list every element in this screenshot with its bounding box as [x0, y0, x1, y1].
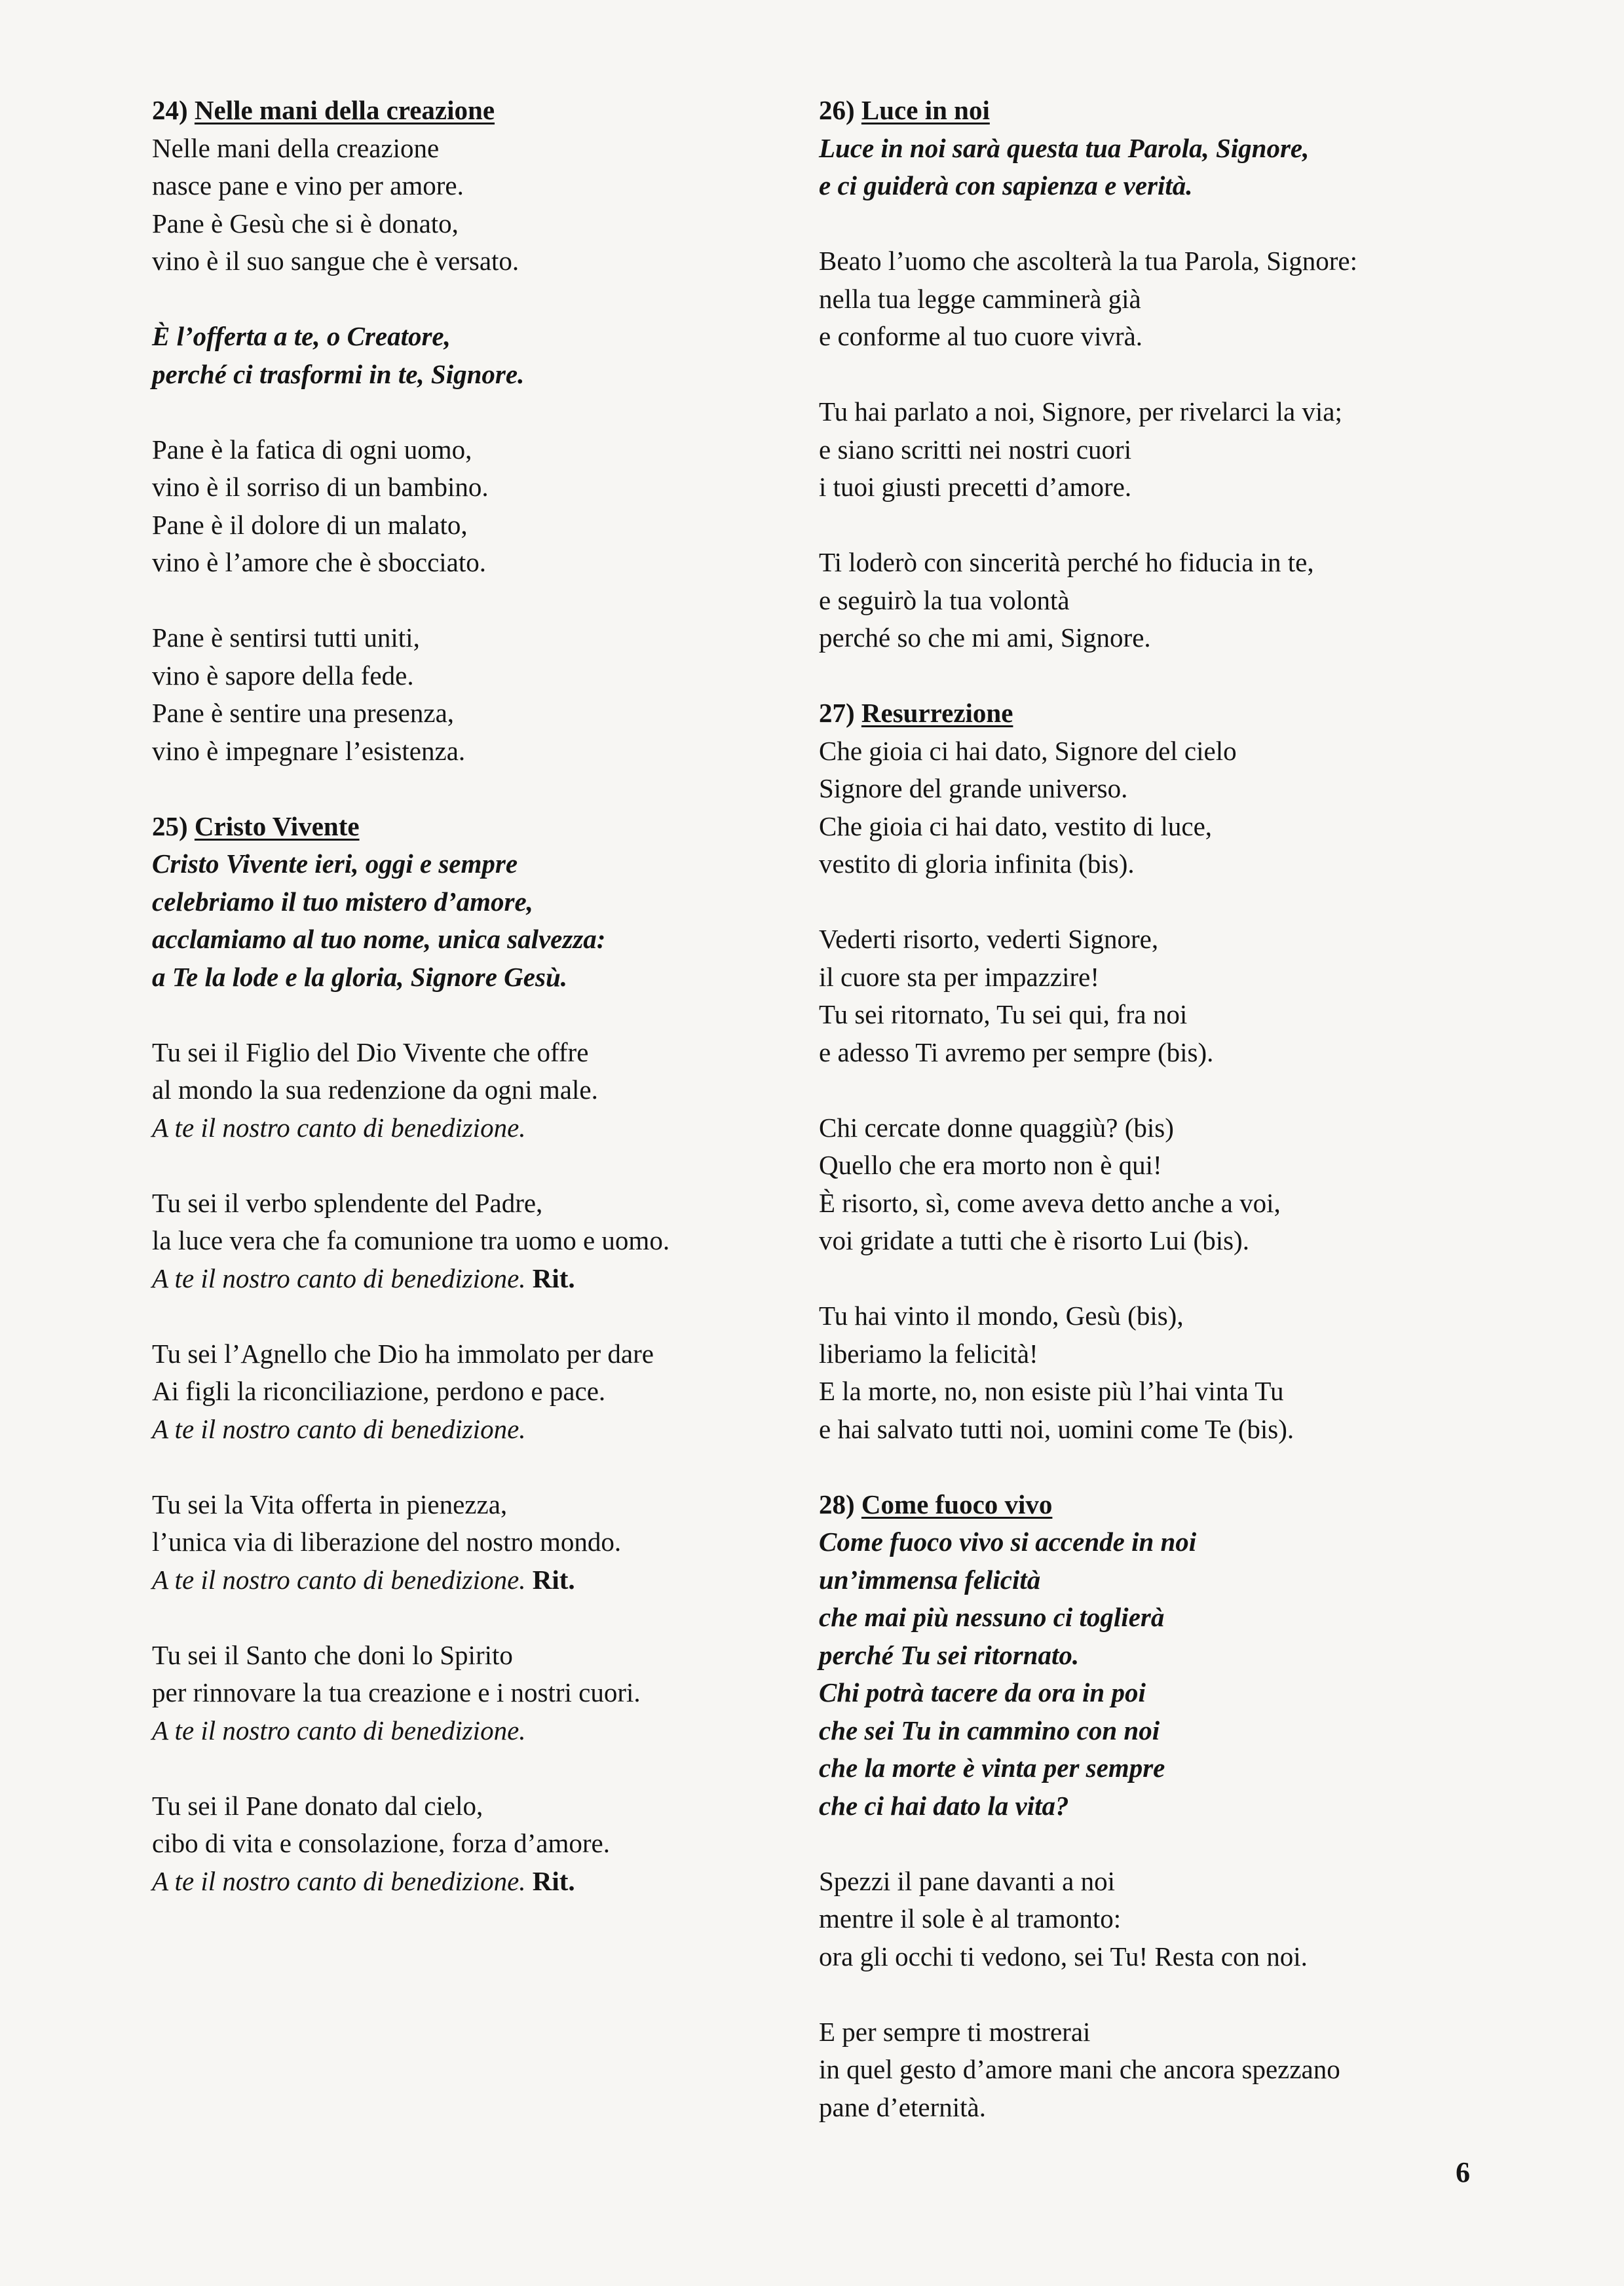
refrain-line: e ci guiderà con sapienza e verità.: [819, 170, 1193, 200]
spacer: [819, 1448, 1494, 1486]
verse-line: E la morte, no, non esiste più l’hai vinta Tu: [819, 1376, 1284, 1406]
refrain-line: celebriamo il tuo mistero d’amore,: [152, 886, 533, 917]
spacer: [152, 393, 814, 431]
refrain-line: che sei Tu in cammino con noi: [819, 1715, 1160, 1745]
verse-line: pane d’eternità.: [819, 2091, 986, 2122]
spacer: [152, 996, 814, 1034]
verse-line: Chi cercate donne quaggiù? (bis): [819, 1112, 1174, 1143]
refrain-line: a Te la lode e la gloria, Signore Gesù.: [152, 961, 567, 992]
song-name: Come fuoco vivo: [861, 1489, 1053, 1519]
song-number: 24): [152, 95, 188, 125]
verse-line: Signore del grande universo.: [819, 773, 1128, 803]
song-name: Resurrezione: [861, 698, 1013, 728]
verse-line: Tu sei l’Agnello che Dio ha immolato per dare: [152, 1338, 654, 1369]
song-name: Nelle mani della creazione: [194, 95, 495, 125]
left-column: [152, 92, 814, 1900]
verse-line: Pane è la fatica di ogni uomo,: [152, 434, 472, 465]
rit-marker: Rit.: [525, 1564, 575, 1595]
song-title: [152, 808, 814, 846]
spacer: [819, 1975, 1494, 2013]
song-title: [819, 695, 1494, 733]
refrain-line: Come fuoco vivo si accende in noi: [819, 1527, 1197, 1557]
verse-line: cibo di vita e consolazione, forza d’amore.: [152, 1828, 610, 1858]
spacer: [152, 1599, 814, 1637]
verse-line: Pane è Gesù che si è donato,: [152, 208, 459, 238]
song-title: [819, 1486, 1494, 1524]
spacer: [819, 883, 1494, 921]
spacer: [819, 1260, 1494, 1298]
verse-line: Tu sei il Santo che doni lo Spirito: [152, 1639, 513, 1670]
verse-line: Spezzi il pane davanti a noi: [819, 1865, 1115, 1896]
spacer: [819, 657, 1494, 695]
refrain-line: acclamiamo al tuo nome, unica salvezza:: [152, 924, 606, 954]
verse-line: l’unica via di liberazione del nostro mondo.: [152, 1527, 622, 1557]
verse-line: Tu sei la Vita offerta in pienezza,: [152, 1489, 508, 1519]
verse-line: Tu hai parlato a noi, Signore, per rivelarci la via;: [819, 396, 1342, 427]
verse-line: Che gioia ci hai dato, vestito di luce,: [819, 810, 1213, 841]
song-title: [819, 92, 1494, 130]
spacer: [819, 1071, 1494, 1109]
verse-line: Vederti risorto, vederti Signore,: [819, 924, 1159, 954]
response-line: [152, 1712, 814, 1750]
response-text: A te il nostro canto di benedizione.: [152, 1413, 526, 1444]
response-text: A te il nostro canto di benedizione.: [152, 1715, 526, 1745]
verse-line: mentre il sole è al tramonto:: [819, 1903, 1122, 1934]
refrain-line: Chi potrà tacere da ora in poi: [819, 1677, 1146, 1707]
verse-line: Quello che era morto non è qui!: [819, 1150, 1162, 1180]
verse-line: vestito di gloria infinita (bis).: [819, 848, 1135, 879]
response-line: [152, 1109, 814, 1147]
refrain-line: Cristo Vivente ieri, oggi e sempre: [152, 848, 518, 879]
verse-line: e hai salvato tutti noi, uomini come Te (bis).: [819, 1413, 1294, 1444]
verse-line: vino è impegnare l’esistenza.: [152, 735, 466, 766]
refrain-line: che la morte è vinta per sempre: [819, 1753, 1165, 1783]
verse-line: Beato l’uomo che ascolterà la tua Parola, Signore:: [819, 246, 1358, 276]
response-text: A te il nostro canto di benedizione.: [152, 1263, 526, 1293]
response-text: A te il nostro canto di benedizione.: [152, 1865, 526, 1896]
song-number: 25): [152, 810, 188, 841]
spacer: [152, 280, 814, 318]
refrain-line: Luce in noi sarà questa tua Parola, Signore,: [819, 132, 1310, 163]
verse-line: vino è il suo sangue che è versato.: [152, 246, 519, 276]
rit-marker: Rit.: [525, 1865, 575, 1896]
verse-line: Tu sei ritornato, Tu sei qui, fra noi: [819, 999, 1188, 1029]
response-line: [152, 1411, 814, 1449]
spacer: [819, 1825, 1494, 1863]
verse-line: vino è sapore della fede.: [152, 660, 414, 691]
song-title: [152, 92, 814, 130]
spacer: [152, 582, 814, 620]
refrain-line: che ci hai dato la vita?: [819, 1790, 1069, 1821]
verse-line: liberiamo la felicità!: [819, 1338, 1038, 1369]
verse-line: nella tua legge camminerà già: [819, 283, 1141, 314]
song-number: 27): [819, 698, 855, 728]
spacer: [152, 1147, 814, 1185]
refrain-line: perché ci trasformi in te, Signore.: [152, 358, 525, 389]
verse-line: Pane è il dolore di un malato,: [152, 509, 468, 540]
verse-line: e conforme al tuo cuore vivrà.: [819, 321, 1143, 351]
verse-line: Pane è sentire una presenza,: [152, 698, 455, 728]
verse-line: per rinnovare la tua creazione e i nostri cuori.: [152, 1677, 641, 1707]
refrain-line: un’immensa felicità: [819, 1564, 1041, 1595]
verse-line: Nelle mani della creazione: [152, 132, 440, 163]
response-text: A te il nostro canto di benedizione.: [152, 1564, 526, 1595]
verse-line: vino è l’amore che è sbocciato.: [152, 547, 486, 577]
spacer: [152, 1448, 814, 1486]
verse-line: e adesso Ti avremo per sempre (bis).: [819, 1037, 1214, 1067]
response-line: [152, 1863, 814, 1901]
verse-line: perché so che mi ami, Signore.: [819, 622, 1151, 653]
verse-line: È risorto, sì, come aveva detto anche a voi,: [819, 1187, 1281, 1218]
verse-line: Tu sei il Figlio del Dio Vivente che offre: [152, 1037, 589, 1067]
verse-line: Tu sei il Pane donato dal cielo,: [152, 1790, 483, 1821]
verse-line: il cuore sta per impazzire!: [819, 961, 1099, 992]
verse-line: e siano scritti nei nostri cuori: [819, 434, 1132, 465]
verse-line: Tu hai vinto il mondo, Gesù (bis),: [819, 1301, 1184, 1331]
verse-line: Ti loderò con sincerità perché ho fiducia in te,: [819, 547, 1314, 577]
verse-line: al mondo la sua redenzione da ogni male.: [152, 1075, 598, 1105]
spacer: [152, 1749, 814, 1787]
spacer: [819, 506, 1494, 544]
rit-marker: Rit.: [525, 1263, 575, 1293]
spacer: [819, 205, 1494, 243]
verse-line: vino è il sorriso di un bambino.: [152, 472, 489, 502]
verse-line: Tu sei il verbo splendente del Padre,: [152, 1187, 543, 1218]
verse-line: Pane è sentirsi tutti uniti,: [152, 622, 420, 653]
response-line: [152, 1260, 814, 1298]
verse-line: ora gli occhi ti vedono, sei Tu! Resta con noi.: [819, 1941, 1308, 1972]
spacer: [152, 1297, 814, 1335]
refrain-line: perché Tu sei ritornato.: [819, 1639, 1080, 1670]
verse-line: E per sempre ti mostrerai: [819, 2016, 1091, 2047]
verse-line: i tuoi giusti precetti d’amore.: [819, 472, 1132, 502]
song-name: Luce in noi: [861, 95, 990, 125]
verse-line: nasce pane e vino per amore.: [152, 170, 464, 200]
verse-line: in quel gesto d’amore mani che ancora spezzano: [819, 2054, 1340, 2084]
response-text: A te il nostro canto di benedizione.: [152, 1112, 526, 1143]
song-name: Cristo Vivente: [194, 810, 360, 841]
verse-line: la luce vera che fa comunione tra uomo e uomo.: [152, 1225, 670, 1255]
spacer: [819, 356, 1494, 394]
verse-line: Ai figli la riconciliazione, perdono e pace.: [152, 1376, 606, 1406]
response-line: [152, 1561, 814, 1599]
right-column: [819, 92, 1494, 2126]
page-number: 6: [1456, 2156, 1470, 2188]
verse-line: e seguirò la tua volontà: [819, 584, 1070, 615]
refrain-line: che mai più nessuno ci toglierà: [819, 1602, 1165, 1632]
song-number: 26): [819, 95, 855, 125]
spacer: [152, 770, 814, 808]
song-number: 28): [819, 1489, 855, 1519]
verse-line: Che gioia ci hai dato, Signore del cielo: [819, 735, 1237, 766]
verse-line: voi gridate a tutti che è risorto Lui (bis).: [819, 1225, 1249, 1255]
refrain-line: È l’offerta a te, o Creatore,: [152, 321, 451, 351]
